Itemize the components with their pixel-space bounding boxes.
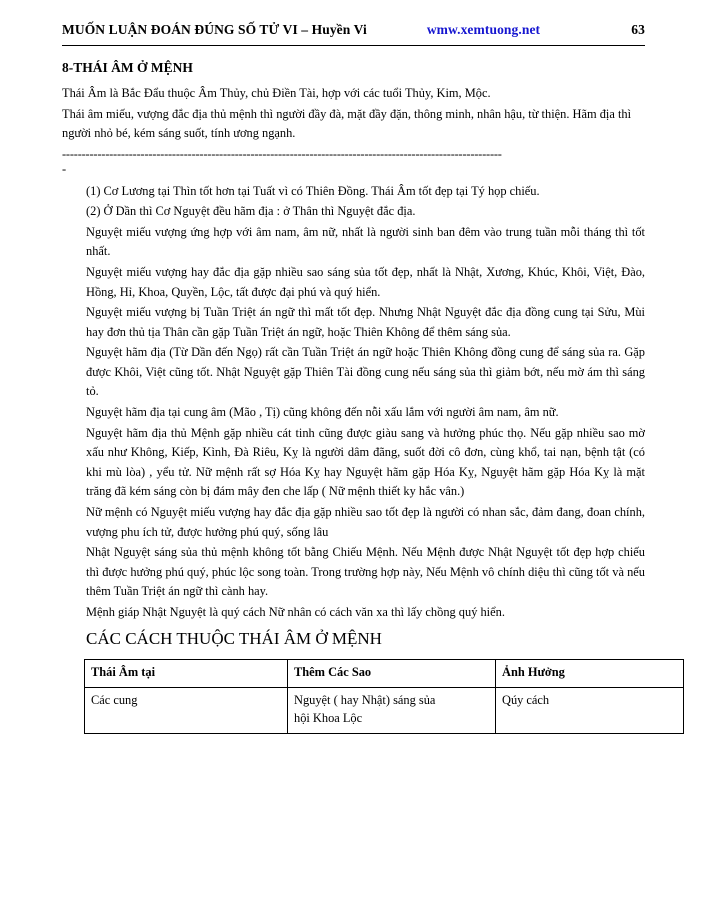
dashed-divider-continuation: - [62,162,67,177]
table-header-cell-1: Thái Âm tại [85,659,288,687]
table-cell-line-1: Nguyệt ( hay Nhật) sáng sủa [294,692,436,707]
list-item: Nguyệt miếu vượng ứng hợp với âm nam, âm nữ, nhất là người sinh ban đêm vào trung tuần mỗi tháng thì tốt nhất. [86,224,645,259]
table-header-cell-2: Thêm Các Sao [288,659,496,687]
table-cell-anh-huong: Qúy cách [496,687,684,733]
table-header-cell-3: Ảnh Hưởng [496,659,684,687]
list-item: Nguyệt hãm địa (Từ Dần đến Ngọ) rất cần Tuần Triệt án ngữ hoặc Thiên Không đồng cung để sáng sủa ra. Gặp được Khôi, Việt cũng tốt. Nhật Nguyệt gặp Thiên Tài đồng cung nếu sáng sủa thì giảm bớt, nếu mờ ám thì sáng tỏ. [86,345,645,399]
table-cell-them-cac-sao [288,687,496,733]
subsection-heading: CÁC CÁCH THUỘC THÁI ÂM Ở MỆNH [86,628,382,648]
list-item: (1) Cơ Lương tại Thìn tốt hơn tại Tuất vì có Thiên Đồng. Thái Âm tốt đẹp tại Tý họp chiếu. [86,183,540,198]
list-item: Mệnh giáp Nhật Nguyệt là quý cách Nữ nhân có cách văn xa thì lấy chồng quý hiển. [86,605,505,619]
header-website-link[interactable]: wmw.xemtuong.net [426,22,541,37]
list-item: Nguyệt hãm địa tại cung âm (Mão , Tị) cũng không đến nỗi xấu lắm với người âm nam, âm nữ. [86,405,559,420]
list-item: Nguyệt hãm địa thủ Mệnh gặp nhiều cát tinh cũng được giàu sang và hưởng phúc thọ. Nếu gặp nhiều sao mờ xấu như Không, Kiếp, Kình, Đà Riêu, Kỵ là người dâm đãng, suốt đời cô đơn, cùng khổ, tai nạn, bệnh tật (có khi mù lòa) , yểu tử. Nữ mệnh rất sợ Hóa Kỵ hay Nguyệt hãm gặp Hóa Kỵ, Nguyệt hãm gặp Hóa Kỵ là mặt trăng đã kém sáng còn bị đám mây đen che lấp ( Nữ mệnh thiết ky hắc vân.) [86,425,645,499]
header-title: MUỐN LUẬN ĐOÁN ĐÚNG SỐ TỬ VI – Huyền Vi [62,22,367,37]
table-header-row [85,659,684,687]
list-item: Nguyệt miếu vượng hay đắc địa gặp nhiều sao sáng sủa tốt đẹp, nhất là Nhật, Xương, Khúc, Khôi, Việt, Đào, Hồng, Hỉ, Khoa, Quyền, Lộc, tất được đại phú và quý hiển. [86,264,645,299]
list-item: (2) Ở Dần thì Cơ Nguyệt đều hãm địa : ở Thân thì Nguyệt đắc địa. [86,204,416,219]
page-header [62,22,645,38]
table-cell-line-2: hội Khoa Lộc [294,710,363,725]
list-item: Nhật Nguyệt sáng sủa thủ mệnh không tốt bằng Chiếu Mệnh. Nếu Mệnh được Nhật Nguyệt tốt đẹp hợp chiếu thì được hưởng phú quý, phúc lộc song toàn. Trong trường hợp này, Nếu Mệnh vô chính diệu thì cũng tốt và nếu thêm Tuần Triệt án ngữ thì cành hay. [86,545,645,599]
list-item: Nguyệt miếu vượng bị Tuần Triệt án ngữ thì mất tốt đẹp. Nhưng Nhật Nguyệt đắc địa đồng cung tại Sửu, Mùi hay đơn thủ tịa Thân cần gặp Tuần Triệt án ngữ, hoặc Thiên Không để thêm sáng sủa. [86,305,645,339]
header-divider [62,45,645,46]
dashed-divider: ---------------------------------------------------------------------------------------------------------------- [62,146,502,161]
items-list [86,182,645,649]
list-item: Nữ mệnh có Nguyệt miếu vượng hay đắc địa gặp nhiều sao tốt đẹp là người có nhan sắc, đảm đang, đoan chính, vượng phu ích tử, được hưởng phú quý, sống lâu [86,505,645,539]
table-cell-thai-am-tai: Các cung [85,687,288,733]
cach-table [84,659,684,734]
intro-paragraph-2: Thái âm miếu, vượng đắc địa thủ mệnh thì người đầy đà, mặt đầy đặn, thông minh, nhân hậu, từ thiện. Hãm địa thì người nhỏ bé, kém sáng suốt, tính ương ngạnh. [62,106,632,140]
table-row [85,687,684,733]
section-title: 8-THÁI ÂM Ở MỆNH [62,60,193,75]
page-number: 63 [631,22,645,37]
intro-paragraph-1: Thái Âm là Bắc Đẩu thuộc Âm Thủy, chủ Điền Tài, hợp với các tuổi Thủy, Kim, Mộc. [62,86,491,100]
